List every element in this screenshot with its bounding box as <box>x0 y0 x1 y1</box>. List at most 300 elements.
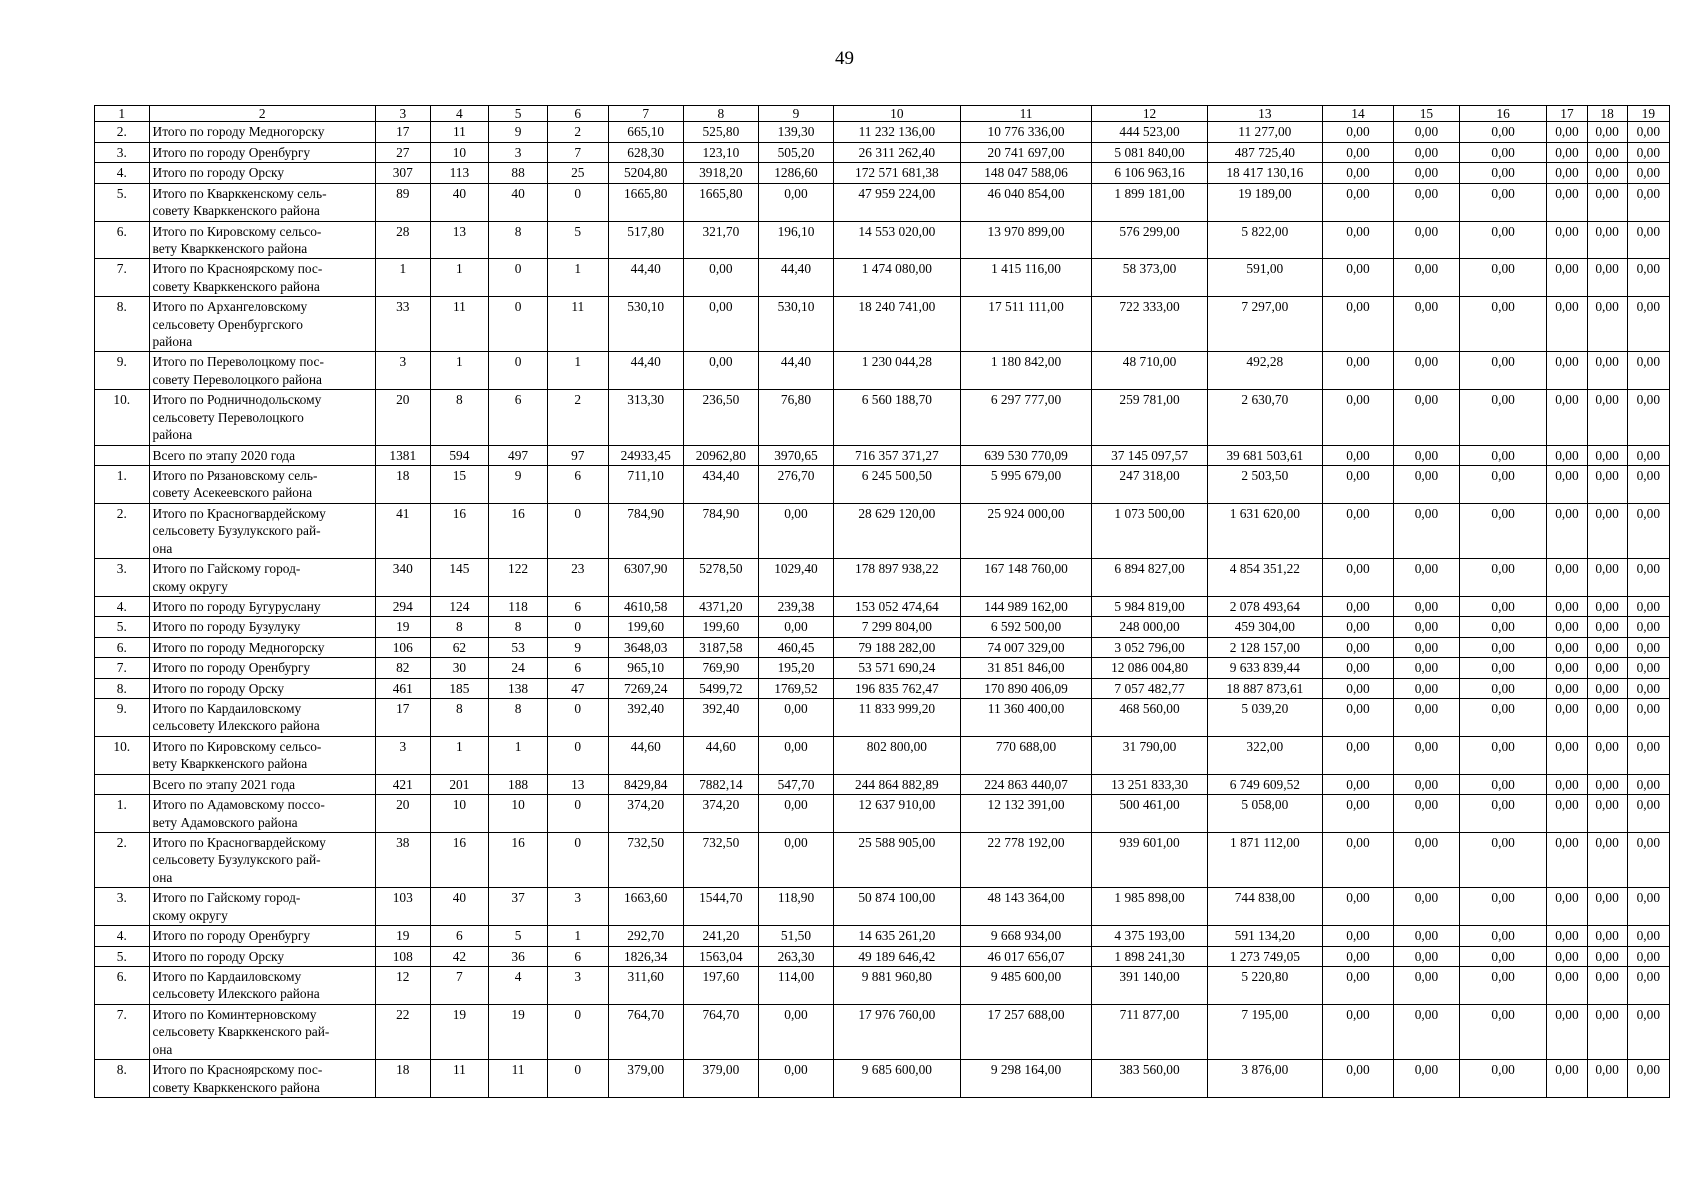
column-number-cell: 8 <box>683 106 758 122</box>
value-cell: 0,00 <box>1394 774 1460 794</box>
value-cell: 459 304,00 <box>1207 617 1322 637</box>
value-cell: 5 995 679,00 <box>960 466 1092 504</box>
value-cell: 6 560 188,70 <box>834 390 961 445</box>
municipality-name-cell: Итого по городу Бугуруслану <box>149 596 375 616</box>
value-cell: 392,40 <box>608 699 683 737</box>
value-cell: 18 <box>376 1060 431 1098</box>
value-cell: 0,00 <box>1627 596 1669 616</box>
value-cell: 3 <box>376 352 431 390</box>
value-cell: 248 000,00 <box>1092 617 1207 637</box>
table-row <box>95 390 1670 445</box>
value-cell: 0,00 <box>1322 637 1393 657</box>
value-cell: 0,00 <box>1394 163 1460 183</box>
municipality-name-cell: Итого по городу Оренбургу <box>149 142 375 162</box>
value-cell: 0,00 <box>1394 445 1460 465</box>
value-cell: 0,00 <box>1322 163 1393 183</box>
value-cell: 0,00 <box>1587 503 1627 558</box>
value-cell: 0 <box>547 183 608 221</box>
value-cell: 0,00 <box>1322 503 1393 558</box>
value-cell: 9 <box>489 122 548 142</box>
value-cell: 6 749 609,52 <box>1207 774 1322 794</box>
value-cell: 0,00 <box>1547 1060 1587 1098</box>
value-cell: 0,00 <box>1322 888 1393 926</box>
value-cell: 0,00 <box>1547 678 1587 698</box>
value-cell: 33 <box>376 297 431 352</box>
value-cell: 276,70 <box>758 466 833 504</box>
row-number-cell: 8. <box>95 297 150 352</box>
table-row <box>95 637 1670 657</box>
table-row <box>95 259 1670 297</box>
value-cell: 14 635 261,20 <box>834 926 961 946</box>
column-number-cell: 5 <box>489 106 548 122</box>
value-cell: 0,00 <box>1394 946 1460 966</box>
row-number-cell: 2. <box>95 503 150 558</box>
value-cell: 421 <box>376 774 431 794</box>
row-number-cell: 4. <box>95 163 150 183</box>
value-cell: 31 851 846,00 <box>960 658 1092 678</box>
value-cell: 0,00 <box>1627 163 1669 183</box>
value-cell: 2 078 493,64 <box>1207 596 1322 616</box>
value-cell: 0,00 <box>1459 259 1547 297</box>
row-number-cell: 5. <box>95 946 150 966</box>
value-cell: 0,00 <box>1627 559 1669 597</box>
municipality-name-cell: Итого по городу Орску <box>149 678 375 698</box>
table-row <box>95 946 1670 966</box>
table-row <box>95 699 1670 737</box>
value-cell: 19 <box>376 926 431 946</box>
value-cell: 0,00 <box>1547 658 1587 678</box>
value-cell: 74 007 329,00 <box>960 637 1092 657</box>
value-cell: 770 688,00 <box>960 736 1092 774</box>
value-cell: 5499,72 <box>683 678 758 698</box>
value-cell: 6 894 827,00 <box>1092 559 1207 597</box>
row-number-cell: 6. <box>95 221 150 259</box>
row-number-cell: 7. <box>95 658 150 678</box>
municipality-name-cell: Итого по городу Медногорску <box>149 122 375 142</box>
row-number-cell: 7. <box>95 1004 150 1059</box>
value-cell: 0,00 <box>1587 795 1627 833</box>
value-cell: 16 <box>489 503 548 558</box>
value-cell: 1 273 749,05 <box>1207 946 1322 966</box>
value-cell: 0,00 <box>1394 966 1460 1004</box>
value-cell: 0,00 <box>758 736 833 774</box>
value-cell: 13 251 833,30 <box>1092 774 1207 794</box>
value-cell: 12 132 391,00 <box>960 795 1092 833</box>
value-cell: 113 <box>430 163 489 183</box>
value-cell: 0,00 <box>1587 926 1627 946</box>
value-cell: 0,00 <box>1627 142 1669 162</box>
table-row <box>95 559 1670 597</box>
value-cell: 0,00 <box>758 617 833 637</box>
value-cell: 628,30 <box>608 142 683 162</box>
value-cell: 0,00 <box>1322 678 1393 698</box>
value-cell: 0,00 <box>1459 503 1547 558</box>
value-cell: 0,00 <box>1627 678 1669 698</box>
value-cell: 20 <box>376 390 431 445</box>
value-cell: 144 989 162,00 <box>960 596 1092 616</box>
value-cell: 1 415 116,00 <box>960 259 1092 297</box>
value-cell: 0 <box>547 833 608 888</box>
value-cell: 0,00 <box>1587 833 1627 888</box>
value-cell: 4610,58 <box>608 596 683 616</box>
value-cell: 195,20 <box>758 658 833 678</box>
value-cell: 48 710,00 <box>1092 352 1207 390</box>
value-cell: 0,00 <box>1394 617 1460 637</box>
stage-total-row <box>95 774 1670 794</box>
value-cell: 0,00 <box>1459 297 1547 352</box>
value-cell: 239,38 <box>758 596 833 616</box>
value-cell: 0,00 <box>1547 390 1587 445</box>
value-cell: 0,00 <box>1587 637 1627 657</box>
value-cell: 0,00 <box>1322 122 1393 142</box>
column-number-cell: 14 <box>1322 106 1393 122</box>
table-row <box>95 678 1670 698</box>
value-cell: 461 <box>376 678 431 698</box>
value-cell: 2 <box>547 122 608 142</box>
row-number-cell: 9. <box>95 699 150 737</box>
table-row <box>95 736 1670 774</box>
value-cell: 5 <box>489 926 548 946</box>
municipality-name-cell: Итого по Гайскому город- скому округу <box>149 559 375 597</box>
value-cell: 0,00 <box>1394 1060 1460 1098</box>
value-cell: 49 189 646,42 <box>834 946 961 966</box>
value-cell: 307 <box>376 163 431 183</box>
value-cell: 11 232 136,00 <box>834 122 961 142</box>
value-cell: 0,00 <box>683 352 758 390</box>
value-cell: 4 854 351,22 <box>1207 559 1322 597</box>
value-cell: 37 <box>489 888 548 926</box>
value-cell: 0,00 <box>1459 559 1547 597</box>
value-cell: 26 311 262,40 <box>834 142 961 162</box>
value-cell: 196 835 762,47 <box>834 678 961 698</box>
value-cell: 18 887 873,61 <box>1207 678 1322 698</box>
municipality-name-cell: Итого по Родничнодольскому сельсовету Переволоцкого района <box>149 390 375 445</box>
value-cell: 1544,70 <box>683 888 758 926</box>
value-cell: 0,00 <box>1547 1004 1587 1059</box>
value-cell: 0,00 <box>1459 926 1547 946</box>
value-cell: 0,00 <box>1547 559 1587 597</box>
value-cell: 4371,20 <box>683 596 758 616</box>
value-cell: 383 560,00 <box>1092 1060 1207 1098</box>
value-cell: 8 <box>430 699 489 737</box>
value-cell: 124 <box>430 596 489 616</box>
value-cell: 0,00 <box>1547 699 1587 737</box>
value-cell: 530,10 <box>608 297 683 352</box>
value-cell: 0 <box>489 297 548 352</box>
value-cell: 48 143 364,00 <box>960 888 1092 926</box>
value-cell: 0,00 <box>1394 678 1460 698</box>
value-cell: 0,00 <box>1459 1004 1547 1059</box>
value-cell: 0,00 <box>1627 390 1669 445</box>
municipality-name-cell: Итого по Красноярскому пос- совету Кварккенского района <box>149 1060 375 1098</box>
table-row <box>95 466 1670 504</box>
value-cell: 167 148 760,00 <box>960 559 1092 597</box>
value-cell: 0,00 <box>1547 297 1587 352</box>
value-cell: 0,00 <box>1627 1004 1669 1059</box>
value-cell: 0,00 <box>1322 1060 1393 1098</box>
value-cell: 88 <box>489 163 548 183</box>
value-cell: 7882,14 <box>683 774 758 794</box>
value-cell: 22 778 192,00 <box>960 833 1092 888</box>
value-cell: 4 <box>489 966 548 1004</box>
value-cell: 0,00 <box>1394 637 1460 657</box>
value-cell: 0,00 <box>1587 183 1627 221</box>
value-cell: 716 357 371,27 <box>834 445 961 465</box>
value-cell: 5 081 840,00 <box>1092 142 1207 162</box>
value-cell: 0,00 <box>1394 559 1460 597</box>
value-cell: 732,50 <box>683 833 758 888</box>
value-cell: 37 145 097,57 <box>1092 445 1207 465</box>
value-cell: 50 874 100,00 <box>834 888 961 926</box>
value-cell: 0,00 <box>1322 617 1393 637</box>
value-cell: 8 <box>430 390 489 445</box>
value-cell: 322,00 <box>1207 736 1322 774</box>
column-number-cell: 19 <box>1627 106 1669 122</box>
value-cell: 0,00 <box>1547 795 1587 833</box>
value-cell: 3648,03 <box>608 637 683 657</box>
value-cell: 10 <box>489 795 548 833</box>
value-cell: 0,00 <box>1547 163 1587 183</box>
column-number-cell: 1 <box>95 106 150 122</box>
value-cell: 7269,24 <box>608 678 683 698</box>
value-cell: 6 <box>489 390 548 445</box>
value-cell: 44,40 <box>758 259 833 297</box>
municipality-name-cell: Итого по городу Орску <box>149 163 375 183</box>
value-cell: 492,28 <box>1207 352 1322 390</box>
row-number-cell: 6. <box>95 966 150 1004</box>
column-number-cell: 7 <box>608 106 683 122</box>
value-cell: 10 <box>430 142 489 162</box>
municipality-name-cell: Итого по городу Медногорску <box>149 637 375 657</box>
municipality-name-cell: Итого по Кардаиловскому сельсовету Илекского района <box>149 966 375 1004</box>
value-cell: 0,00 <box>1394 888 1460 926</box>
value-cell: 17 <box>376 699 431 737</box>
value-cell: 24933,45 <box>608 445 683 465</box>
table-row <box>95 163 1670 183</box>
value-cell: 0,00 <box>1627 946 1669 966</box>
value-cell: 8429,84 <box>608 774 683 794</box>
value-cell: 0,00 <box>1587 1060 1627 1098</box>
value-cell: 0,00 <box>683 297 758 352</box>
value-cell: 0,00 <box>1322 183 1393 221</box>
value-cell: 1 871 112,00 <box>1207 833 1322 888</box>
value-cell: 0,00 <box>1547 122 1587 142</box>
value-cell: 6 <box>547 658 608 678</box>
stage-total-row <box>95 445 1670 465</box>
value-cell: 30 <box>430 658 489 678</box>
value-cell: 10 776 336,00 <box>960 122 1092 142</box>
column-number-cell: 15 <box>1394 106 1460 122</box>
value-cell: 201 <box>430 774 489 794</box>
value-cell: 0,00 <box>1394 259 1460 297</box>
value-cell: 591 134,20 <box>1207 926 1322 946</box>
row-number-cell: 6. <box>95 637 150 657</box>
row-number-cell: 4. <box>95 596 150 616</box>
value-cell: 0,00 <box>1547 221 1587 259</box>
housing-relocation-table <box>94 105 1670 1098</box>
row-number-cell: 5. <box>95 183 150 221</box>
value-cell: 0,00 <box>1394 596 1460 616</box>
value-cell: 170 890 406,09 <box>960 678 1092 698</box>
value-cell: 11 277,00 <box>1207 122 1322 142</box>
value-cell: 40 <box>430 183 489 221</box>
value-cell: 0,00 <box>1322 221 1393 259</box>
value-cell: 0,00 <box>1459 833 1547 888</box>
municipality-name-cell: Итого по Гайскому город- скому округу <box>149 888 375 926</box>
municipality-name-cell: Итого по Архангеловскому сельсовету Оренбургского района <box>149 297 375 352</box>
value-cell: 0,00 <box>1587 736 1627 774</box>
value-cell: 0,00 <box>1322 946 1393 966</box>
value-cell: 0 <box>547 699 608 737</box>
value-cell: 0,00 <box>1322 774 1393 794</box>
value-cell: 374,20 <box>608 795 683 833</box>
row-number-cell <box>95 774 150 794</box>
value-cell: 2 630,70 <box>1207 390 1322 445</box>
column-number-cell: 3 <box>376 106 431 122</box>
value-cell: 0 <box>547 1004 608 1059</box>
value-cell: 18 240 741,00 <box>834 297 961 352</box>
value-cell: 8 <box>489 699 548 737</box>
value-cell: 0,00 <box>1547 833 1587 888</box>
value-cell: 196,10 <box>758 221 833 259</box>
value-cell: 0,00 <box>1587 1004 1627 1059</box>
value-cell: 3 <box>376 736 431 774</box>
value-cell: 6 245 500,50 <box>834 466 961 504</box>
row-number-cell: 3. <box>95 888 150 926</box>
value-cell: 172 571 681,38 <box>834 163 961 183</box>
value-cell: 0,00 <box>758 795 833 833</box>
value-cell: 0,00 <box>1394 183 1460 221</box>
value-cell: 58 373,00 <box>1092 259 1207 297</box>
value-cell: 44,40 <box>758 352 833 390</box>
value-cell: 8 <box>430 617 489 637</box>
value-cell: 241,20 <box>683 926 758 946</box>
value-cell: 24 <box>489 658 548 678</box>
value-cell: 0,00 <box>1547 888 1587 926</box>
value-cell: 1029,40 <box>758 559 833 597</box>
value-cell: 2 503,50 <box>1207 466 1322 504</box>
value-cell: 11 <box>430 1060 489 1098</box>
value-cell: 22 <box>376 1004 431 1059</box>
value-cell: 11 360 400,00 <box>960 699 1092 737</box>
value-cell: 9 668 934,00 <box>960 926 1092 946</box>
value-cell: 7 299 804,00 <box>834 617 961 637</box>
value-cell: 0,00 <box>1459 122 1547 142</box>
row-number-cell: 3. <box>95 142 150 162</box>
table-row <box>95 795 1670 833</box>
value-cell: 19 189,00 <box>1207 183 1322 221</box>
value-cell: 42 <box>430 946 489 966</box>
value-cell: 13 <box>547 774 608 794</box>
value-cell: 25 924 000,00 <box>960 503 1092 558</box>
value-cell: 79 188 282,00 <box>834 637 961 657</box>
value-cell: 199,60 <box>608 617 683 637</box>
value-cell: 103 <box>376 888 431 926</box>
value-cell: 0,00 <box>1459 596 1547 616</box>
value-cell: 0,00 <box>1394 795 1460 833</box>
value-cell: 0,00 <box>1394 352 1460 390</box>
value-cell: 497 <box>489 445 548 465</box>
value-cell: 0,00 <box>1322 445 1393 465</box>
value-cell: 1663,60 <box>608 888 683 926</box>
municipality-name-cell: Итого по Красногвардейскому сельсовету Бузулукского рай- она <box>149 833 375 888</box>
table-row <box>95 352 1670 390</box>
value-cell: 0,00 <box>1322 833 1393 888</box>
value-cell: 6 592 500,00 <box>960 617 1092 637</box>
value-cell: 46 017 656,07 <box>960 946 1092 966</box>
value-cell: 500 461,00 <box>1092 795 1207 833</box>
column-number-row <box>95 106 1670 122</box>
value-cell: 444 523,00 <box>1092 122 1207 142</box>
value-cell: 17 511 111,00 <box>960 297 1092 352</box>
table-row <box>95 926 1670 946</box>
value-cell: 0,00 <box>1322 736 1393 774</box>
value-cell: 1 <box>547 352 608 390</box>
value-cell: 82 <box>376 658 431 678</box>
municipality-name-cell: Итого по Кардаиловскому сельсовету Илекского района <box>149 699 375 737</box>
value-cell: 0,00 <box>1322 966 1393 1004</box>
value-cell: 0,00 <box>1587 445 1627 465</box>
value-cell: 244 864 882,89 <box>834 774 961 794</box>
value-cell: 764,70 <box>608 1004 683 1059</box>
value-cell: 434,40 <box>683 466 758 504</box>
value-cell: 0,00 <box>1627 122 1669 142</box>
value-cell: 379,00 <box>683 1060 758 1098</box>
value-cell: 639 530 770,09 <box>960 445 1092 465</box>
value-cell: 0,00 <box>1459 142 1547 162</box>
value-cell: 0 <box>547 503 608 558</box>
value-cell: 197,60 <box>683 966 758 1004</box>
municipality-name-cell: Всего по этапу 2021 года <box>149 774 375 794</box>
value-cell: 0,00 <box>1627 259 1669 297</box>
value-cell: 0,00 <box>1547 466 1587 504</box>
value-cell: 379,00 <box>608 1060 683 1098</box>
value-cell: 3 052 796,00 <box>1092 637 1207 657</box>
value-cell: 0,00 <box>1587 888 1627 926</box>
value-cell: 0,00 <box>1627 637 1669 657</box>
value-cell: 0,00 <box>1459 390 1547 445</box>
value-cell: 28 629 120,00 <box>834 503 961 558</box>
value-cell: 6 <box>547 946 608 966</box>
value-cell: 5 220,80 <box>1207 966 1322 1004</box>
value-cell: 9 485 600,00 <box>960 966 1092 1004</box>
value-cell: 0,00 <box>1394 699 1460 737</box>
table-row <box>95 966 1670 1004</box>
table-row <box>95 183 1670 221</box>
value-cell: 44,40 <box>608 259 683 297</box>
column-number-cell: 16 <box>1459 106 1547 122</box>
value-cell: 0,00 <box>1587 617 1627 637</box>
value-cell: 7 <box>430 966 489 1004</box>
value-cell: 0,00 <box>1627 736 1669 774</box>
value-cell: 0,00 <box>1459 466 1547 504</box>
value-cell: 311,60 <box>608 966 683 1004</box>
value-cell: 0,00 <box>1587 390 1627 445</box>
value-cell: 0,00 <box>1459 888 1547 926</box>
municipality-name-cell: Итого по Красноярскому пос- совету Кварккенского района <box>149 259 375 297</box>
row-number-cell: 10. <box>95 736 150 774</box>
value-cell: 263,30 <box>758 946 833 966</box>
value-cell: 17 257 688,00 <box>960 1004 1092 1059</box>
value-cell: 0,00 <box>1587 352 1627 390</box>
value-cell: 0,00 <box>1627 503 1669 558</box>
value-cell: 764,70 <box>683 1004 758 1059</box>
value-cell: 0,00 <box>1459 966 1547 1004</box>
value-cell: 802 800,00 <box>834 736 961 774</box>
column-number-cell: 11 <box>960 106 1092 122</box>
value-cell: 732,50 <box>608 833 683 888</box>
value-cell: 7 297,00 <box>1207 297 1322 352</box>
